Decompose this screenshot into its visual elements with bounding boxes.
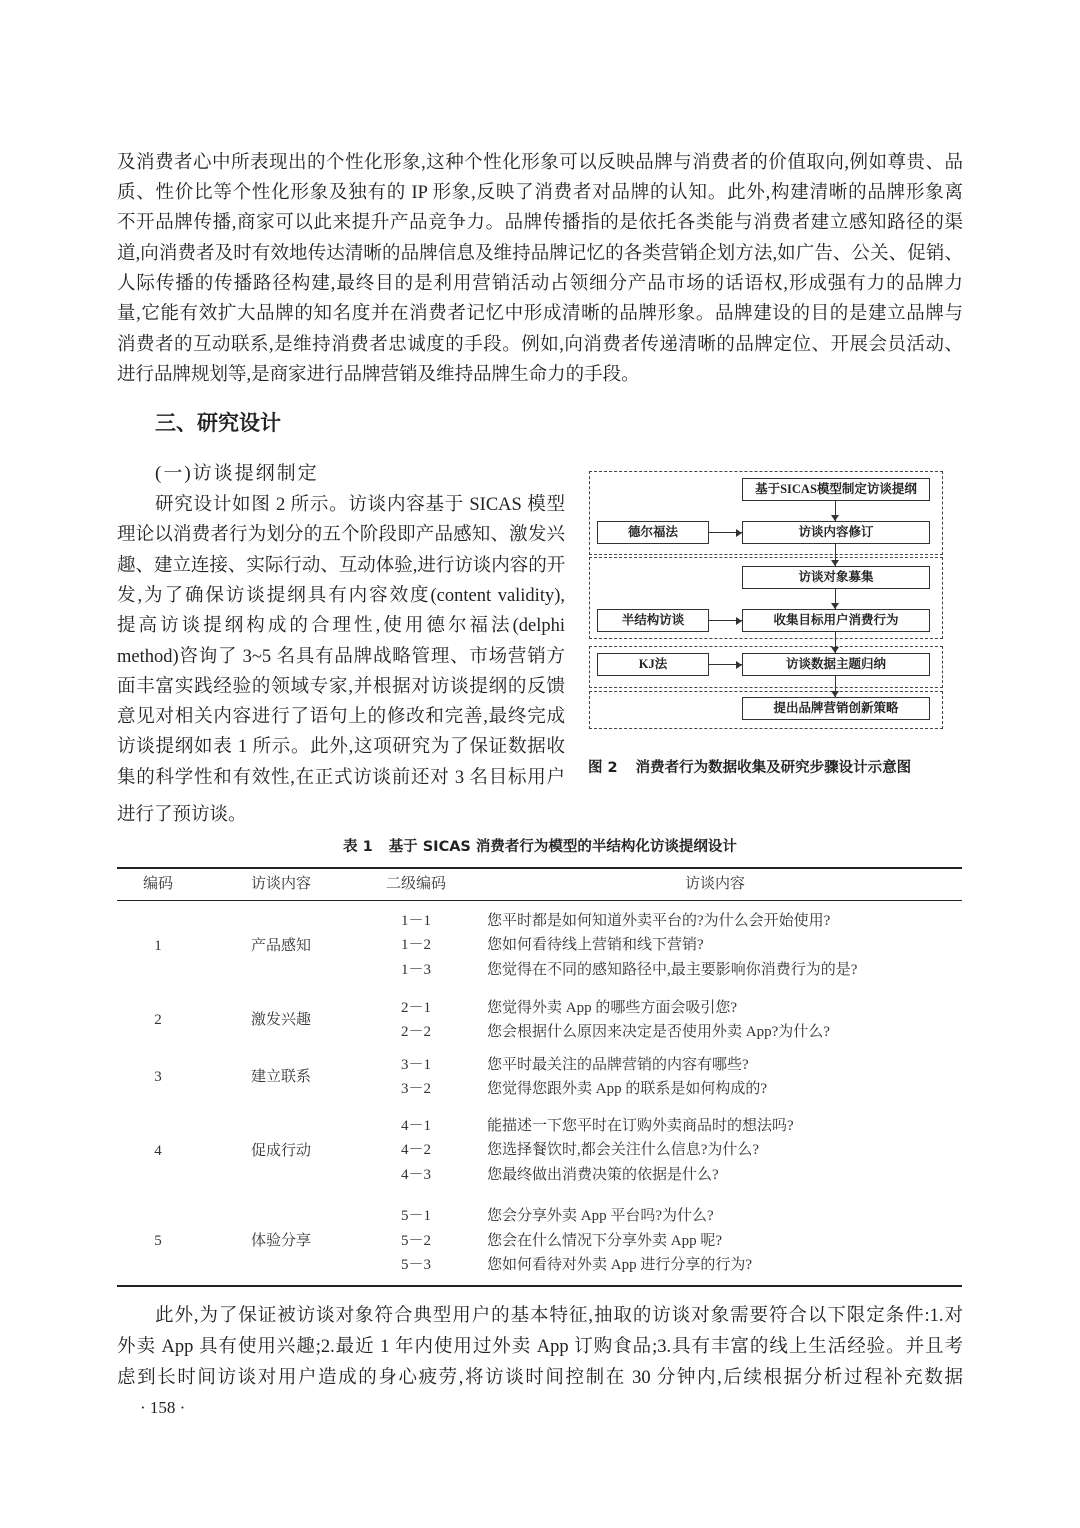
text-line: 趣、建立连接、实际行动、互动体验,进行访谈内容的开	[117, 556, 565, 576]
page-number: · 158 ·	[140, 1398, 186, 1417]
interview-question: 您如何看待对外卖 App 进行分享的行为?	[487, 1257, 752, 1273]
sub-code: 1－1	[400, 913, 431, 929]
method-box: 半结构访谈	[597, 609, 709, 632]
table-bottom-rule	[117, 1285, 962, 1287]
table-header: 访谈内容	[684, 876, 745, 892]
interview-question: 您会分享外卖 App 平台吗?为什么?	[487, 1208, 714, 1224]
text-line: 质、性价比等个性化形象及独有的 IP 形象,反映了消费者对品牌的认知。此外,构建清晰的品牌形象离	[117, 183, 963, 203]
interview-question: 您平时都是如何知道外卖平台的?为什么会开始使用?	[487, 913, 831, 929]
interview-question: 您最终做出消费决策的依据是什么?	[487, 1167, 719, 1183]
interview-question: 您平时最关注的品牌营销的内容有哪些?	[487, 1057, 749, 1073]
figure-title: 消费者行为数据收集及研究步骤设计示意图	[635, 760, 912, 776]
text-line: 道,向消费者及时有效地传达清晰的品牌信息及维持品牌记忆的各类营销企划方法,如广告、公关、促销、	[117, 244, 963, 264]
step-box: 访谈对象募集	[742, 566, 930, 589]
table-number: 表 1	[343, 839, 373, 855]
text-line: 虑到长时间访谈对用户造成的身心疲劳,将访谈时间控制在 30 分钟内,后续根据分析过程补充数据	[117, 1368, 963, 1388]
text-line: 提高访谈提纲构成的合理性,使用德尔福法(delphi	[117, 616, 565, 636]
interview-question: 您觉得在不同的感知路径中,最主要影响你消费行为的是?	[487, 962, 858, 978]
sub-code: 4－3	[400, 1167, 431, 1183]
stage-code: 2	[154, 1012, 162, 1028]
text-line: 进行品牌规划等,是商家进行品牌营销及维持品牌生命力的手段。	[117, 365, 640, 385]
sub-code: 5－1	[400, 1208, 431, 1224]
stage-name: 促成行动	[250, 1142, 311, 1159]
stage-code: 3	[154, 1069, 162, 1085]
text-line: 量,它能有效扩大品牌的知名度并在消费者记忆中形成清晰的品牌形象。品牌建设的目的是建立品牌与	[117, 304, 963, 324]
method-box: KJ法	[597, 653, 709, 676]
sub-code: 2－1	[400, 1000, 431, 1016]
table-header-rule	[117, 900, 962, 901]
table-top-rule	[117, 867, 962, 869]
interview-question: 您选择餐饮时,都会关注什么信息?为什么?	[487, 1142, 760, 1158]
sub-code: 4－1	[400, 1118, 431, 1134]
stage-name: 体验分享	[250, 1232, 311, 1249]
text-line: 面丰富实践经验的领域专家,并根据对访谈提纲的反馈	[117, 677, 565, 697]
sub-code: 3－2	[400, 1081, 431, 1097]
sub-code: 1－3	[400, 962, 431, 978]
sub-code: 3－1	[400, 1057, 431, 1073]
text-line: 研究设计如图 2 所示。访谈内容基于 SICAS 模型	[155, 495, 565, 515]
text-line: 人际传播的传播路径构建,最终目的是利用营销活动占领细分产品市场的话语权,形成强有力的品牌力	[117, 274, 963, 294]
step-box: 基于SICAS模型制定访谈提纲	[742, 478, 930, 501]
text-line: 意见对相关内容进行了语句上的修改和完善,最终完成	[117, 707, 565, 727]
table-header: 二级编码	[385, 876, 446, 892]
subsection-heading: (一)访谈提纲制定	[155, 463, 319, 484]
figure-number: 图 2	[588, 760, 618, 776]
step-box: 提出品牌营销创新策略	[742, 697, 930, 720]
stage-name: 激发兴趣	[250, 1012, 311, 1028]
interview-question: 您觉得外卖 App 的哪些方面会吸引您?	[487, 1000, 737, 1016]
interview-question: 能描述一下您平时在订购外卖商品时的想法吗?	[487, 1118, 794, 1134]
interview-question: 您如何看待线上营销和线下营销?	[487, 937, 704, 953]
text-line: method)咨询了 3~5 名具有品牌战略管理、市场营销方	[117, 647, 565, 667]
stage-name: 建立联系	[250, 1069, 311, 1085]
sub-code: 5－3	[400, 1257, 431, 1273]
text-line: 访谈提纲如表 1 所示。此外,这项研究为了保证数据收	[117, 737, 565, 757]
section-heading: 三、研究设计	[155, 411, 281, 435]
stage-code: 5	[154, 1232, 162, 1249]
table-header: 访谈内容	[250, 876, 311, 892]
text-line: 理论以消费者行为划分的五个阶段即产品感知、激发兴	[117, 525, 565, 545]
interview-question: 您会在什么情况下分享外卖 App 呢?	[487, 1233, 722, 1249]
stage-code: 1	[154, 937, 162, 954]
text-line: 此外,为了保证被访谈对象符合典型用户的基本特征,抽取的访谈对象需要符合以下限定条件:1.对	[155, 1306, 963, 1326]
text-line: 不开品牌传播,商家可以此来提升产品竞争力。品牌传播指的是依托各类能与消费者建立感知路径的渠	[117, 213, 963, 233]
sub-code: 4－2	[400, 1142, 431, 1158]
sub-code: 5－2	[400, 1233, 431, 1249]
sub-code: 1－2	[400, 937, 431, 953]
text-line: 及消费者心中所表现出的个性化形象,这种个性化形象可以反映品牌与消费者的价值取向,例如尊贵、品	[117, 153, 963, 173]
step-box: 收集目标用户消费行为	[742, 609, 930, 632]
table-header: 编码	[142, 876, 173, 892]
step-box: 访谈数据主题归纳	[742, 653, 930, 676]
method-box: 德尔福法	[597, 521, 709, 544]
text-line: 外卖 App 具有使用兴趣;2.最近 1 年内使用过外卖 App 订购食品;3.具有丰富的线上生活经验。并且考	[117, 1337, 963, 1357]
interview-question: 您觉得您跟外卖 App 的联系是如何构成的?	[487, 1081, 767, 1097]
figure-caption	[588, 756, 948, 777]
interview-question: 您会根据什么原因来决定是否使用外卖 App?为什么?	[487, 1024, 830, 1040]
text-line: 集的科学性和有效性,在正式访谈前还对 3 名目标用户	[117, 768, 565, 788]
text-line: 进行了预访谈。	[117, 805, 247, 825]
text-line: 消费者的互动联系,是维持消费者忠诚度的手段。例如,向消费者传递清晰的品牌定位、开展会员活动、	[117, 335, 963, 355]
stage-code: 4	[154, 1142, 162, 1159]
step-box: 访谈内容修订	[742, 521, 930, 544]
table-title: 基于 SICAS 消费者行为模型的半结构化访谈提纲设计	[388, 839, 737, 855]
table-caption	[0, 835, 1080, 856]
stage-name: 产品感知	[250, 937, 311, 954]
sub-code: 2－2	[400, 1024, 431, 1040]
text-line: 发,为了确保访谈提纲具有内容效度(content validity),	[117, 586, 565, 606]
